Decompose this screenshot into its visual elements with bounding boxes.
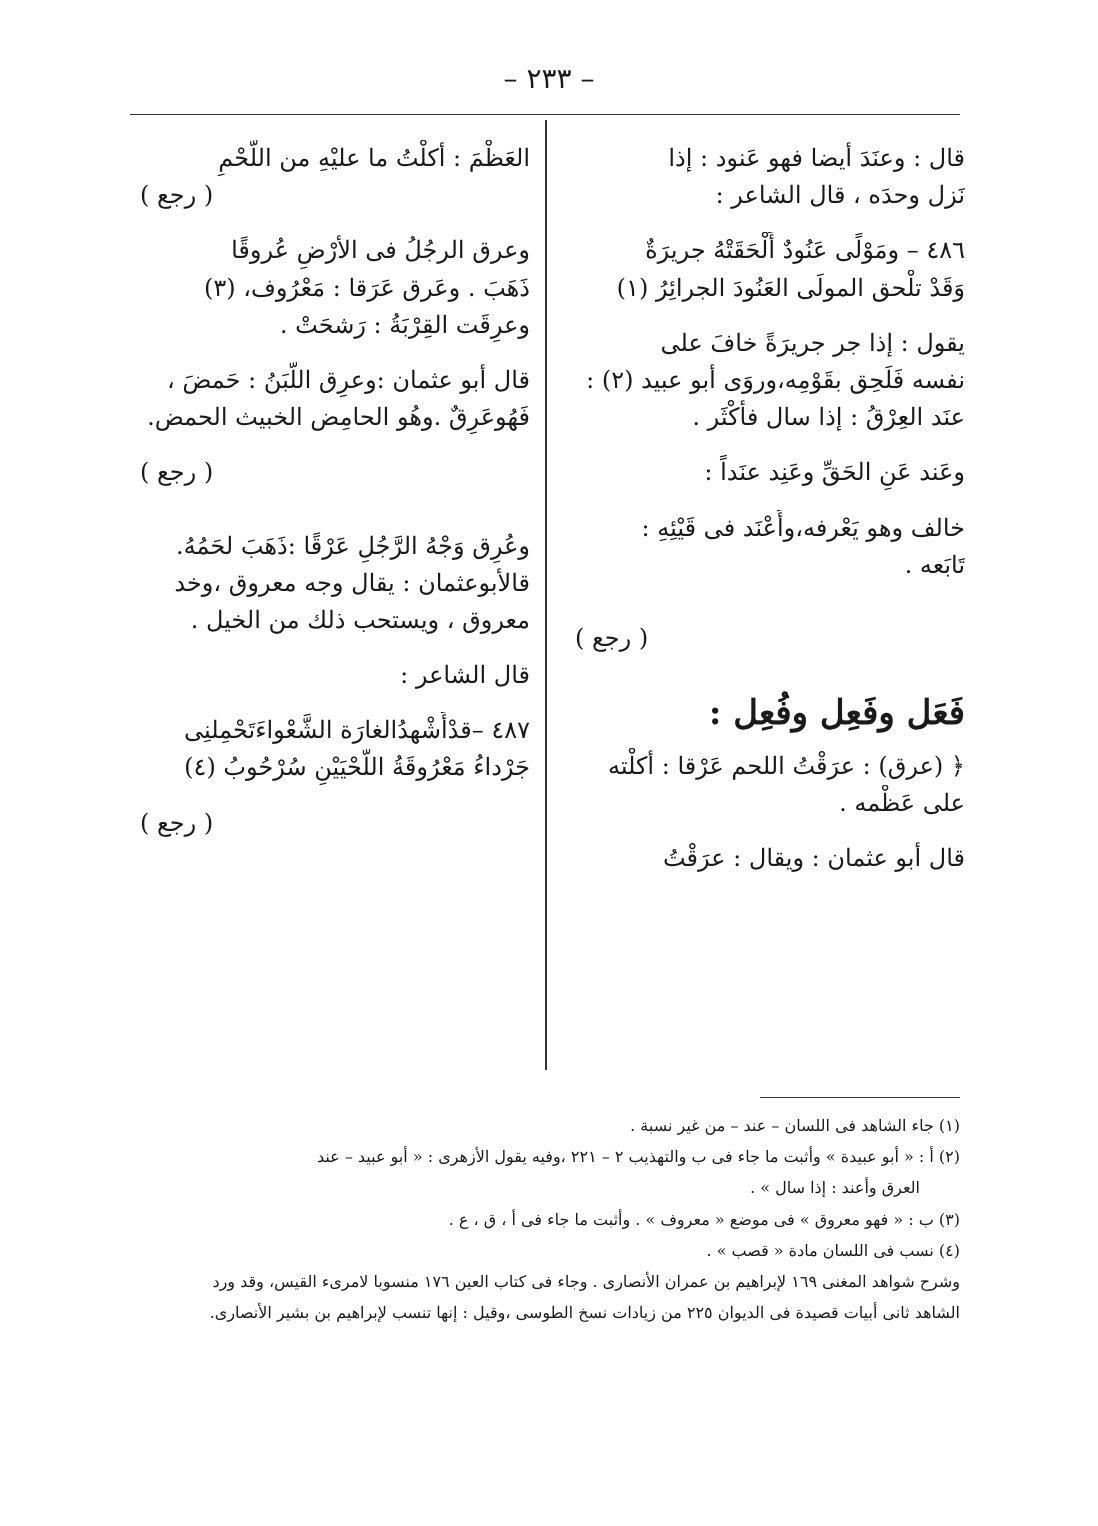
return-marker: ( رجع ) — [575, 623, 649, 652]
text-line: على عَظْمه . — [839, 788, 965, 817]
text-line: وعرق الرجُلُ فى الأرْضِ عُروقًا — [231, 236, 530, 265]
text-line: يقول : إذا جر جريرَةً خافَ على — [660, 328, 965, 357]
footnote-rule — [760, 1097, 960, 1098]
return-marker: ( رجع ) — [140, 181, 214, 210]
text-line: نَزل وحدَه ، قال الشاعر : — [715, 181, 965, 210]
text-line: وعُرِق وَجْهُ الرَّجُلِ عَرْقًا :ذَهَبَ لحَمُهُ. — [176, 531, 530, 560]
text-line: قال أبو عثمان : ويقال : عرَقْتُ — [662, 844, 965, 873]
text-line: عنَد العِرْقُ : إذا سال فأكْثَر . — [692, 403, 965, 432]
footnote: (٤) نسب فى اللسان مادة « قصب » . — [706, 1240, 960, 1260]
verse-line: وَقَدْ تلْحق المولَى العَنُودَ الجرائِرُ (١) — [616, 273, 965, 302]
text-line: ذَهَبَ . وعَرق عَرَقا : مَعْرُوف، (٣) — [203, 273, 530, 302]
section-heading: فَعَل وفَعِل وفُعِل : — [708, 693, 965, 734]
text-line: وعَند عَنِ الحَقِّ وعَنِد عنَداً : — [704, 458, 965, 487]
footnote: (٣) ب : « فهو معروق » فى موضع « معروف » . وأثبت ما جاء فى أ ، ق ، ع . — [448, 1209, 960, 1229]
text-line: تَابَعه . — [904, 550, 965, 579]
text-line: خالف وهو يَعْرفه،وأَعْنَد فى قَيْئِهِ : — [641, 513, 965, 542]
text-line: قال : وعنَدَ أيضا فهو عَنود : إذا — [668, 144, 965, 172]
footnote-continuation: العرق وأعند : إذا سال » . — [750, 1178, 920, 1198]
text-line: فَهُوعَرِقٌ .وهُو الحامِض الخبيث الحمض. — [147, 403, 530, 432]
verse-line: ٤٨٦ – ومَوْلًى عَنُودٌ أَلْحَقَتْهُ جريرَةٌ — [645, 236, 965, 265]
footnote: (٢) أ : « أبو عبيدة » وأثبت ما جاء فى ب والتهذيب ٢ – ٢٢١ ،وفيه يقول الأزهرى : « أبو عبيد – عند — [316, 1147, 960, 1167]
verse-line: ٤٨٧ –قدْأَشْهدُالغارَة الشَّعْواءَتَحْمِلنِى — [183, 716, 530, 745]
return-marker: ( رجع ) — [140, 808, 214, 837]
text-line: نفسه فَلَحِق بقَوْمِه،وروَى أبو عبيد (٢) : — [586, 365, 965, 394]
footnote: (١) جاء الشاهد فى اللسان – عند – من غير نسبة . — [630, 1116, 960, 1135]
right-column — [565, 140, 965, 877]
verse-line: جَرْداءُ مَعْرُوقَةُ اللَّحْيَيْنِ سُرْحُوبُ (٤) — [184, 753, 530, 782]
header-rule — [130, 114, 960, 115]
text-line: ﴿ (عرق) : عرَقْتُ اللحم عَرْقا : أكلْته — [607, 751, 965, 780]
text-line: معروق ، ويستحب ذلك من الخيل . — [190, 605, 530, 634]
text-line: قال الشاعر : — [400, 661, 530, 690]
text-line: وعرِقَت القِرْبَةُ : رَشحَتْ . — [279, 310, 530, 339]
footnote-continuation: الشاهد ثانى أبيات قصيدة فى الديوان ٢٢٥ من زيادات نسخ الطوسى ،وقيل : إنها تنسب لإبراهيم بن بشير الأنصارى. — [209, 1303, 960, 1323]
footnote-continuation: وشرح شواهد المغنى ١٦٩ لإبراهيم بن عمران الأنصارى . وجاء فى كتاب العين ١٧٦ منسوبا لامرىء القيس، وقد ورد — [212, 1271, 960, 1291]
text-line: قال أبو عثمان :وعرِق اللَّبَنُ : حَمضَ ، — [167, 365, 530, 394]
left-column — [130, 140, 530, 842]
text-line: قالأبوعثمان : يقال وجه معروق ،وخد — [174, 568, 530, 597]
footnotes — [130, 1110, 960, 1328]
page-number: – ٢٣٣ – — [503, 62, 595, 95]
text-line: العَظْمَ : أكلْتُ ما عليْهِ من اللَّحْمِ — [218, 144, 530, 172]
column-divider — [545, 120, 547, 1070]
return-marker: ( رجع ) — [140, 458, 214, 487]
